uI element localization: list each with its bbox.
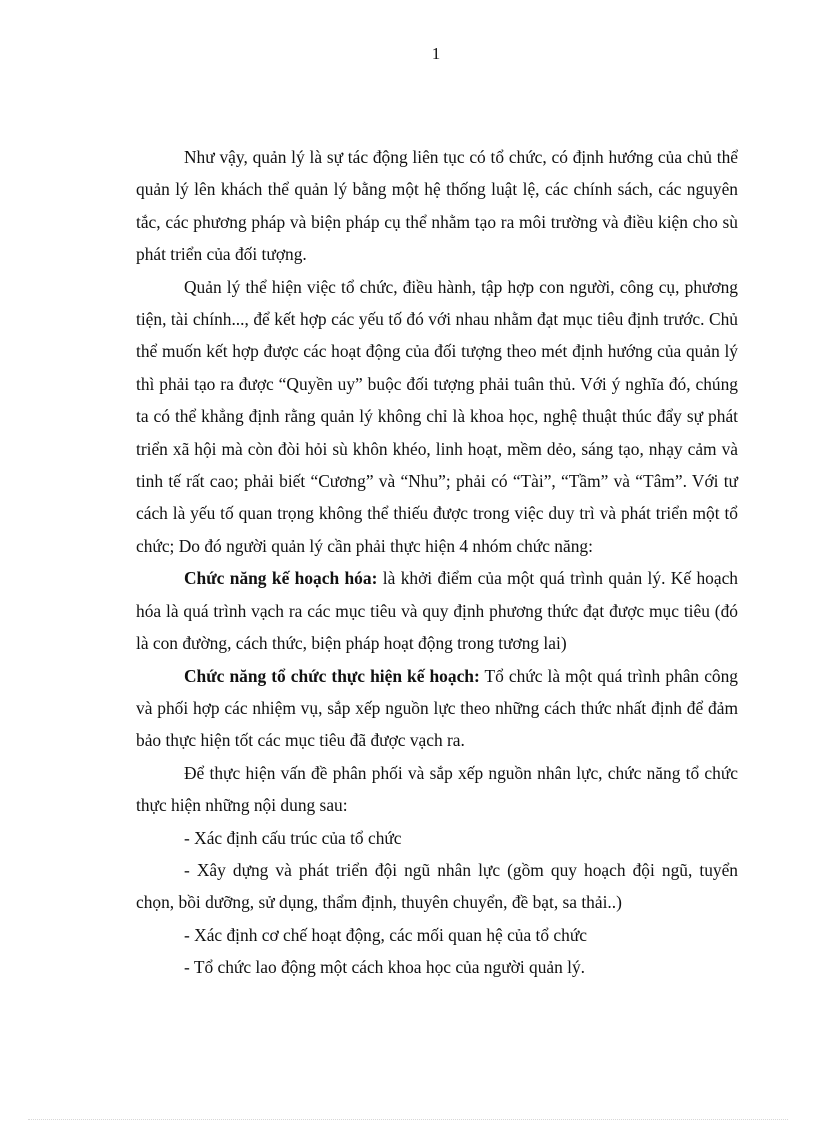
page-bottom-divider: [28, 1119, 788, 1120]
organizing-function-text: Tổ chức là một quá trình phân công và phối hợp các nhiệm vụ, sắp xếp nguồn lực theo những cách thức nhất định để đảm bảo thực hiện tốt các mục tiêu đã được vạch ra.: [136, 665, 738, 751]
paragraph-organizing-function: [136, 660, 738, 757]
paragraph-planning-function: [136, 562, 738, 659]
document-body: [136, 141, 738, 984]
organizing-function-term: Chức năng tổ chức thực hiện kế hoạch:: [184, 665, 480, 686]
paragraph-list-intro: Để thực hiện vấn đề phân phối và sắp xếp nguồn nhân lực, chức năng tổ chức thực hiện những nội dung sau:: [136, 762, 738, 816]
list-item: - Tổ chức lao động một cách khoa học của người quản lý.: [184, 957, 586, 978]
list-item: - Xây dựng và phát triển đội ngũ nhân lực (gồm quy hoạch đội ngũ, tuyển chọn, bồi dưỡng, sử dụng, thẩm định, thuyên chuyển, đề bạt, sa thải..): [136, 859, 738, 913]
paragraph-management-role: Quản lý thể hiện việc tổ chức, điều hành, tập hợp con người, công cụ, phương tiện, tài chính..., để kết hợp các yếu tố đó với nhau nhằm đạt mục tiêu định trước. Chủ thể muốn kết hợp được các hoạt động của đối tượng theo mét định hướng của quản lý thì phải tạo ra được “Quyền uy” buộc đối tượng phải tuân thủ. Với ý nghĩa đó, chúng ta có thể khẳng định rằng quản lý không chỉ là khoa học, nghệ thuật thúc đẩy sự phát triển xã hội mà còn đòi hỏi sù khôn khéo, linh hoạt, mềm dẻo, sáng tạo, nhạy cảm và tinh tế rất cao; phải biết “Cương” và “Nhu”; phải có “Tài”, “Tầm” và “Tâm”. Với tư cách là yếu tố quan trọng không thể thiếu được trong việc duy trì và phát triển một tổ chức; Do đó người quản lý cần phải thực hiện 4 nhóm chức năng:: [136, 276, 738, 556]
list-item: - Xác định cấu trúc của tổ chức: [184, 827, 402, 848]
planning-function-text: là khởi điểm của một quá trình quản lý. Kế hoạch hóa là quá trình vạch ra các mục tiêu và quy định phương thức đạt được mục tiêu (đó là con đường, cách thức, biện pháp hoạt động trong tương lai): [136, 568, 738, 654]
planning-function-term: Chức năng kế hoạch hóa:: [184, 568, 378, 589]
page-number: 1: [431, 44, 441, 63]
list-item: - Xác định cơ chế hoạt động, các mối quan hệ của tổ chức: [184, 924, 587, 945]
paragraph-management-definition: Như vậy, quản lý là sự tác động liên tục có tổ chức, có định hướng của chủ thể quản lý lên khách thể quản lý bằng một hệ thống luật lệ, các chính sách, các nguyên tắc, các phương pháp và biện pháp cụ thể nhằm tạo ra môi trường và điều kiện cho sù phát triển của đối tượng.: [136, 147, 738, 265]
